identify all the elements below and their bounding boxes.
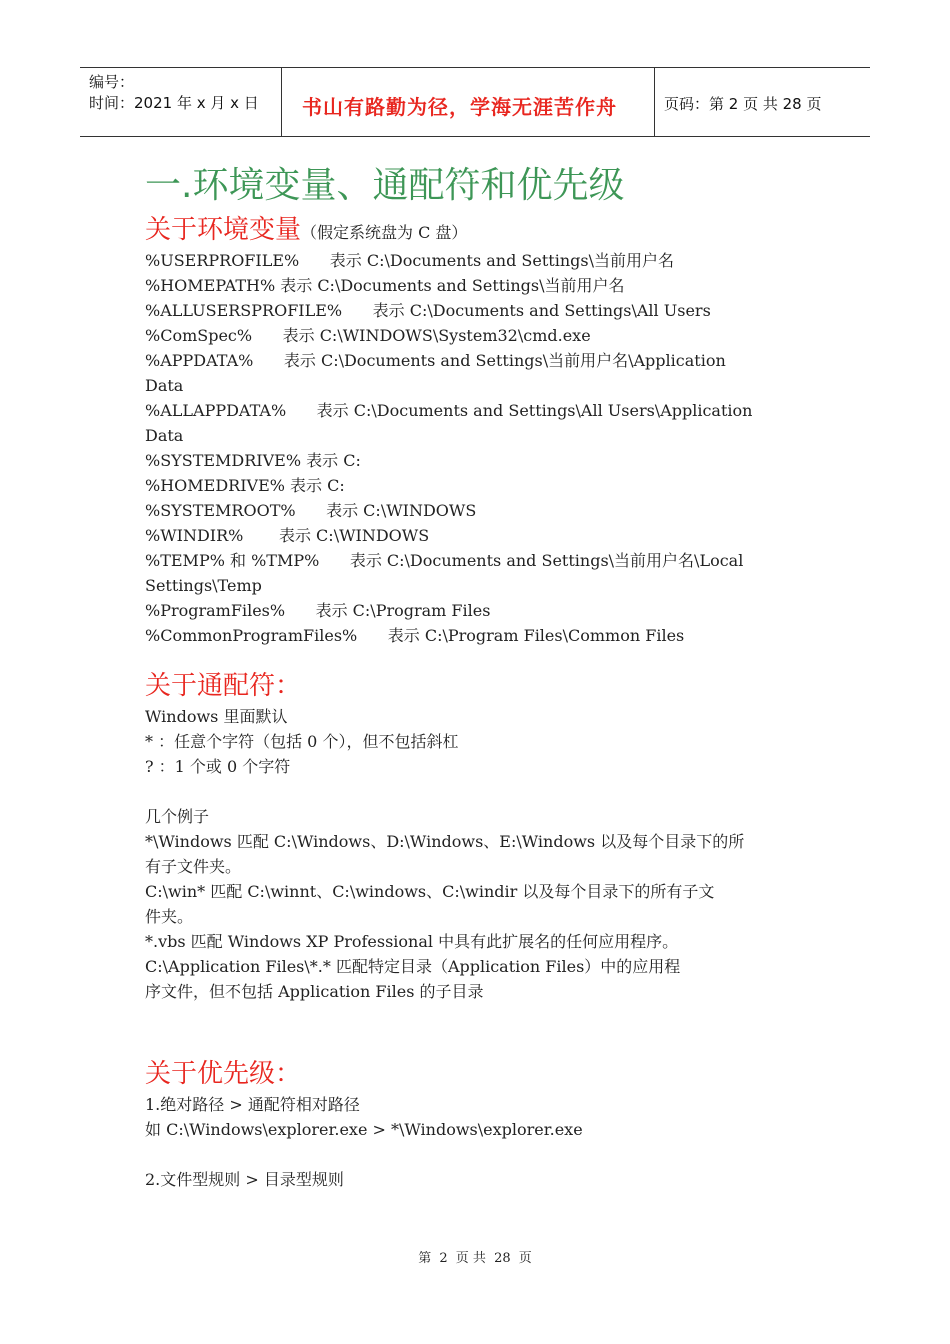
priority-line: 如 C:\Windows\explorer.exe > *\Windows\explorer.exe [145, 1120, 583, 1139]
env-heading-text: 关于环境变量 [145, 215, 302, 245]
footer-total: 28 [494, 1251, 511, 1266]
example-line: C:\Application Files\*.* 匹配特定目录（Application Files）中的应用程 [145, 957, 681, 976]
priority-line: 1.绝对路径 > 通配符相对路径 [145, 1095, 360, 1114]
page-header [80, 67, 870, 137]
env-heading [145, 212, 835, 248]
env-line: %HOMEPATH% 表示 C:\Documents and Settings\当前用户名 [145, 276, 625, 295]
example-line: *.vbs 匹配 Windows XP Professional 中具有此扩展名的任何应用程序。 [145, 932, 679, 951]
header-meta-cell [80, 68, 282, 136]
env-line: %SYSTEMROOT% 表示 C:\WINDOWS [145, 501, 477, 520]
header-motto: 书山有路勤为径，学海无涯苦作舟 [302, 95, 617, 119]
section-title: 一.环境变量、通配符和优先级 [145, 165, 625, 206]
priority-line: 2.文件型规则 > 目录型规则 [145, 1170, 344, 1189]
env-line: %SYSTEMDRIVE% 表示 C: [145, 451, 361, 470]
header-motto-cell [282, 68, 655, 136]
env-line: %CommonProgramFiles% 表示 C:\Program Files\Common Files [145, 626, 685, 645]
footer-prefix: 第 [418, 1251, 432, 1266]
wildcard-line: Windows 里面默认 [145, 707, 288, 726]
example-line: *\Windows 匹配 C:\Windows、D:\Windows、E:\Windows 以及每个目录下的所 [145, 832, 745, 851]
footer-mid: 页 共 [455, 1251, 486, 1266]
example-line: 有子文件夹。 [145, 857, 242, 876]
example-line: C:\win* 匹配 C:\winnt、C:\windows、C:\windir 以及每个目录下的所有子文 [145, 882, 715, 901]
document-body [145, 160, 835, 1192]
env-line: Data [145, 426, 184, 445]
wildcard-heading: 关于通配符： [145, 671, 302, 701]
env-line: %ALLUSERSPROFILE% 表示 C:\Documents and Settings\All Users [145, 301, 711, 320]
doc-number-label: 编号： [89, 73, 135, 91]
env-line: %HOMEDRIVE% 表示 C: [145, 476, 345, 495]
footer-suffix: 页 [518, 1251, 532, 1266]
wildcard-line: ? ：1 个或 0 个字符 [145, 757, 291, 776]
wildcard-intro [145, 704, 835, 779]
env-line: %APPDATA% 表示 C:\Documents and Settings\当前用户名\Application [145, 351, 726, 370]
env-line: %ComSpec% 表示 C:\WINDOWS\System32\cmd.exe [145, 326, 591, 345]
env-list [145, 248, 835, 648]
example-line: 序文件，但不包括 Application Files 的子目录 [145, 982, 484, 1001]
env-line: %ProgramFiles% 表示 C:\Program Files [145, 601, 491, 620]
priority-heading: 关于优先级： [145, 1059, 302, 1089]
examples-title: 几个例子 [145, 807, 210, 826]
example-line: 件夹。 [145, 907, 194, 926]
env-line: Settings\Temp [145, 576, 262, 595]
footer-page: 2 [439, 1251, 448, 1266]
env-line: %TEMP% 和 %TMP% 表示 C:\Documents and Settings\当前用户名\Local [145, 551, 744, 570]
examples-list [145, 829, 835, 1004]
priority-list [145, 1092, 835, 1192]
doc-date-label: 时间：2021 年 x 月 x 日 [89, 94, 259, 112]
env-line: %ALLAPPDATA% 表示 C:\Documents and Settings\All Users\Application [145, 401, 753, 420]
header-page-number: 页码：第 2 页 共 28 页 [664, 95, 822, 113]
env-line: Data [145, 376, 184, 395]
header-page-cell [655, 68, 870, 136]
env-heading-note: （假定系统盘为 C 盘） [301, 223, 468, 242]
page-footer [0, 1247, 950, 1266]
env-line: %WINDIR% 表示 C:\WINDOWS [145, 526, 430, 545]
env-line: %USERPROFILE% 表示 C:\Documents and Settings\当前用户名 [145, 251, 674, 270]
wildcard-line: * ：任意个字符（包括 0 个），但不包括斜杠 [145, 732, 459, 751]
